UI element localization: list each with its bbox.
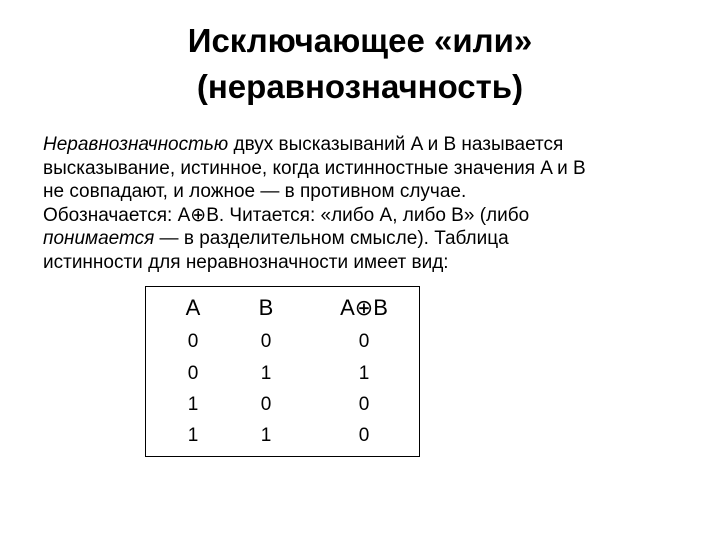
cell-a: 1 — [187, 425, 199, 446]
cell-b: 0 — [260, 331, 272, 352]
table-row — [146, 359, 419, 389]
paragraph-line-1 — [43, 133, 693, 157]
cell-a: 0 — [187, 363, 199, 384]
header-a: A — [185, 295, 201, 320]
italic-word: понимается — [43, 228, 155, 249]
definition-paragraph — [43, 133, 693, 274]
slide-title — [0, 18, 720, 110]
header-b: B — [258, 295, 274, 320]
paragraph-line-2: высказывание, истинное, когда истинностные значения A и B — [43, 157, 586, 179]
paragraph-line-3: не совпадают, и ложное — в противном случае. — [43, 181, 467, 202]
cell-result: 0 — [358, 425, 370, 446]
cell-b: 1 — [260, 425, 272, 446]
truth-table — [145, 286, 420, 457]
table-row — [146, 327, 419, 357]
paragraph-line-5 — [43, 227, 693, 251]
title-line-1: Исключающее «или» — [187, 22, 533, 59]
paragraph-line-1-rest: двух высказываний A и B называется — [228, 134, 564, 155]
table-row — [146, 390, 419, 420]
cell-result: 0 — [358, 331, 370, 352]
cell-result: 1 — [358, 363, 370, 384]
cell-a: 0 — [187, 331, 199, 352]
cell-result: 0 — [358, 394, 370, 415]
cell-a: 1 — [187, 394, 199, 415]
defined-term: Неравнозначностью — [43, 134, 229, 155]
cell-b: 0 — [260, 394, 272, 415]
paragraph-line-6: истинности для неравнозначности имеет вид: — [43, 251, 449, 273]
table-header-row — [146, 291, 419, 321]
paragraph-line-4: Обозначается: A⊕B. Читается: «либо A, либо B» (либо — [43, 204, 530, 226]
cell-b: 1 — [260, 363, 272, 384]
paragraph-line-5-rest: — в разделительном смысле). Таблица — [154, 228, 509, 249]
header-result: A⊕B — [340, 295, 388, 320]
table-row — [146, 421, 419, 451]
title-line-2: (неравнозначность) — [196, 68, 524, 105]
